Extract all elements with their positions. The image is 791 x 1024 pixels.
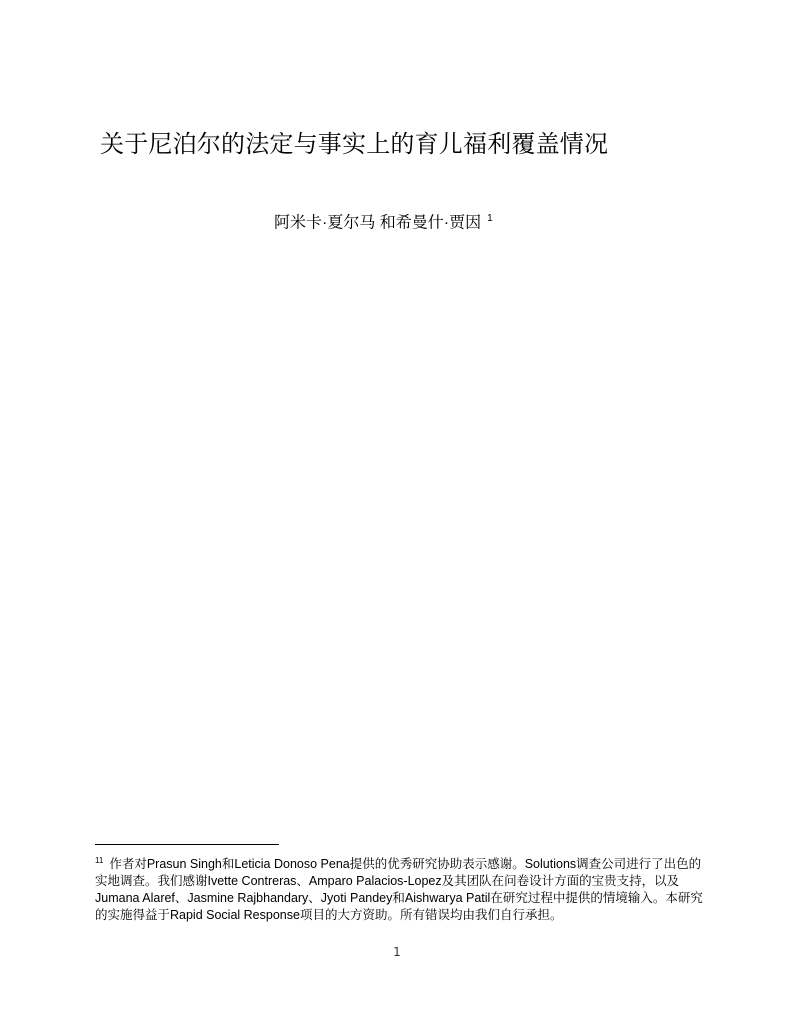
- author-footnote-ref[interactable]: 1: [487, 213, 493, 224]
- page-number: 1: [393, 945, 401, 959]
- footnote-separator: [95, 844, 279, 845]
- footnote-text: 作者对Prasun Singh和Leticia Donoso Pena提供的优秀研究协助表示感谢。Solutions调查公司进行了出色的实地调查。我们感谢Ivette Contreras、Amparo Palacios-Lopez及其团队在问卷设计方面的宝贵支持，以及Jumana Alaref、Jasmine Rajbhandary、Jyoti Pandey和Aishwarya Patil在研究过程中提供的情境输入。本研究的实施得益于Rapid Social Response项目的大方资助。所有错误均由我们自行承担。: [95, 857, 703, 923]
- document-title: 关于尼泊尔的法定与事实上的育儿福利覆盖情况: [100, 131, 609, 158]
- footnote: [95, 852, 705, 924]
- footnote-marker: 11: [95, 856, 104, 865]
- author-line: [274, 208, 493, 234]
- author-names: 阿米卡·夏尔马 和希曼什·贾因: [274, 214, 482, 232]
